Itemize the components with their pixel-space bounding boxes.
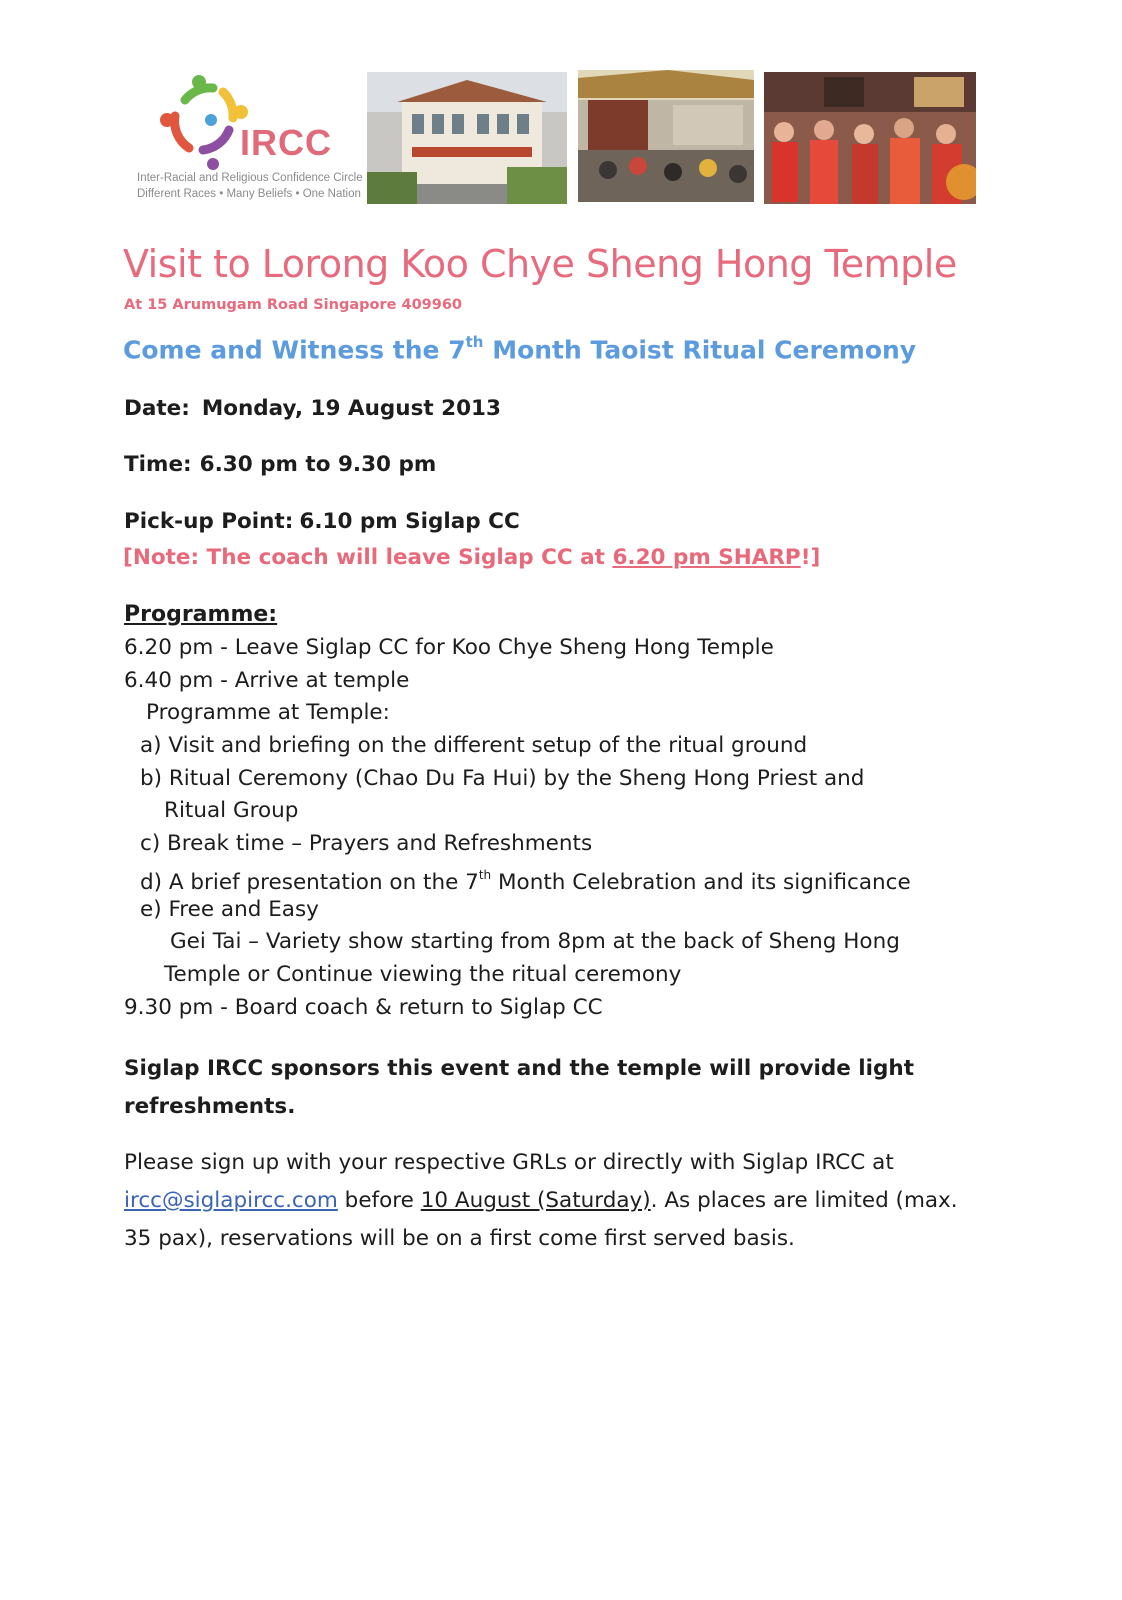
note-end: !] [800, 545, 821, 570]
time-value: 6.30 pm to 9.30 pm [199, 452, 437, 477]
signup-text-3: . As places are limited (max. 35 pax), reservations will be on a first come first served basis. [124, 1188, 958, 1251]
item-d-ordinal: th [478, 867, 492, 882]
note-deadline: 6.20 pm SHARP [612, 545, 801, 570]
programme-heading: Programme: [124, 602, 278, 627]
programme-item: a) Visit and briefing on the different setup of the ritual ground [140, 733, 808, 759]
signup-text-2: before [337, 1188, 421, 1213]
ircc-tagline [137, 170, 367, 202]
temple-building-photo [367, 72, 567, 204]
time-label: Time: [124, 452, 192, 477]
programme-item: 6.40 pm - Arrive at temple [124, 667, 410, 693]
note-text: [Note: The coach will leave Siglap CC at [123, 545, 613, 570]
item-d-text: d) A brief presentation on the 7 [140, 869, 479, 895]
ircc-logo [125, 62, 363, 212]
temple-address: At 15 Arumugam Road Singapore 409960 [124, 297, 463, 313]
pickup-label: Pick-up Point: [124, 509, 294, 534]
subtitle-part-2: Month Taoist Ritual Ceremony [483, 335, 917, 365]
programme-item: b) Ritual Ceremony (Chao Du Fa Hui) by the Sheng Hong Priest and [140, 765, 865, 791]
header-banner [125, 62, 985, 212]
signup-text-1: Please sign up with your respective GRLs or directly with Siglap IRCC at [124, 1150, 894, 1175]
date-label: Date: [124, 396, 190, 421]
temple-street-photo [578, 70, 754, 202]
coach-note [123, 545, 820, 570]
programme-item: Temple or Continue viewing the ritual ceremony [164, 961, 682, 987]
programme-item: 9.30 pm - Board coach & return to Siglap CC [124, 994, 603, 1020]
event-title: Visit to Lorong Koo Chye Sheng Hong Temple [123, 242, 957, 286]
ircc-wordmark: IRCC [240, 122, 332, 163]
date-value: Monday, 19 August 2013 [201, 396, 501, 421]
date-row [124, 396, 501, 421]
subtitle-ordinal: th [465, 333, 484, 351]
programme-item: 6.20 pm - Leave Siglap CC for Koo Chye Sheng Hong Temple [124, 635, 774, 660]
programme-item [124, 861, 1004, 894]
programme-item: c) Break time – Prayers and Refreshments [140, 831, 593, 857]
programme-subheading: Programme at Temple: [146, 700, 390, 726]
subtitle-part-1: Come and Witness the 7 [123, 335, 466, 365]
pickup-row [124, 509, 520, 534]
event-subtitle [123, 335, 916, 364]
pickup-value: 6.10 pm Siglap CC [299, 509, 520, 534]
programme-item: e) Free and Easy [140, 896, 319, 922]
item-d-text-end: Month Celebration and its significance [491, 869, 911, 895]
programme-item: Ritual Group [164, 798, 299, 824]
sponsor-statement: Siglap IRCC sponsors this event and the temple will provide light refreshments. [124, 1056, 914, 1119]
programme-item: Gei Tai – Variety show starting from 8pm at the back of Sheng Hong [170, 929, 900, 955]
signup-deadline: 10 August (Saturday) [420, 1188, 651, 1213]
ceremony-crowd-photo [764, 72, 976, 204]
signup-email-link[interactable]: ircc@siglapircc.com [124, 1188, 338, 1213]
tagline-line-2: Different Races • Many Beliefs • One Nation [137, 188, 361, 200]
signup-instructions [124, 1144, 984, 1258]
programme-list [124, 632, 1004, 1024]
tagline-line-1: Inter-Racial and Religious Confidence Circle [137, 172, 363, 184]
time-row [124, 452, 436, 477]
ircc-people-circle-icon [145, 70, 255, 170]
